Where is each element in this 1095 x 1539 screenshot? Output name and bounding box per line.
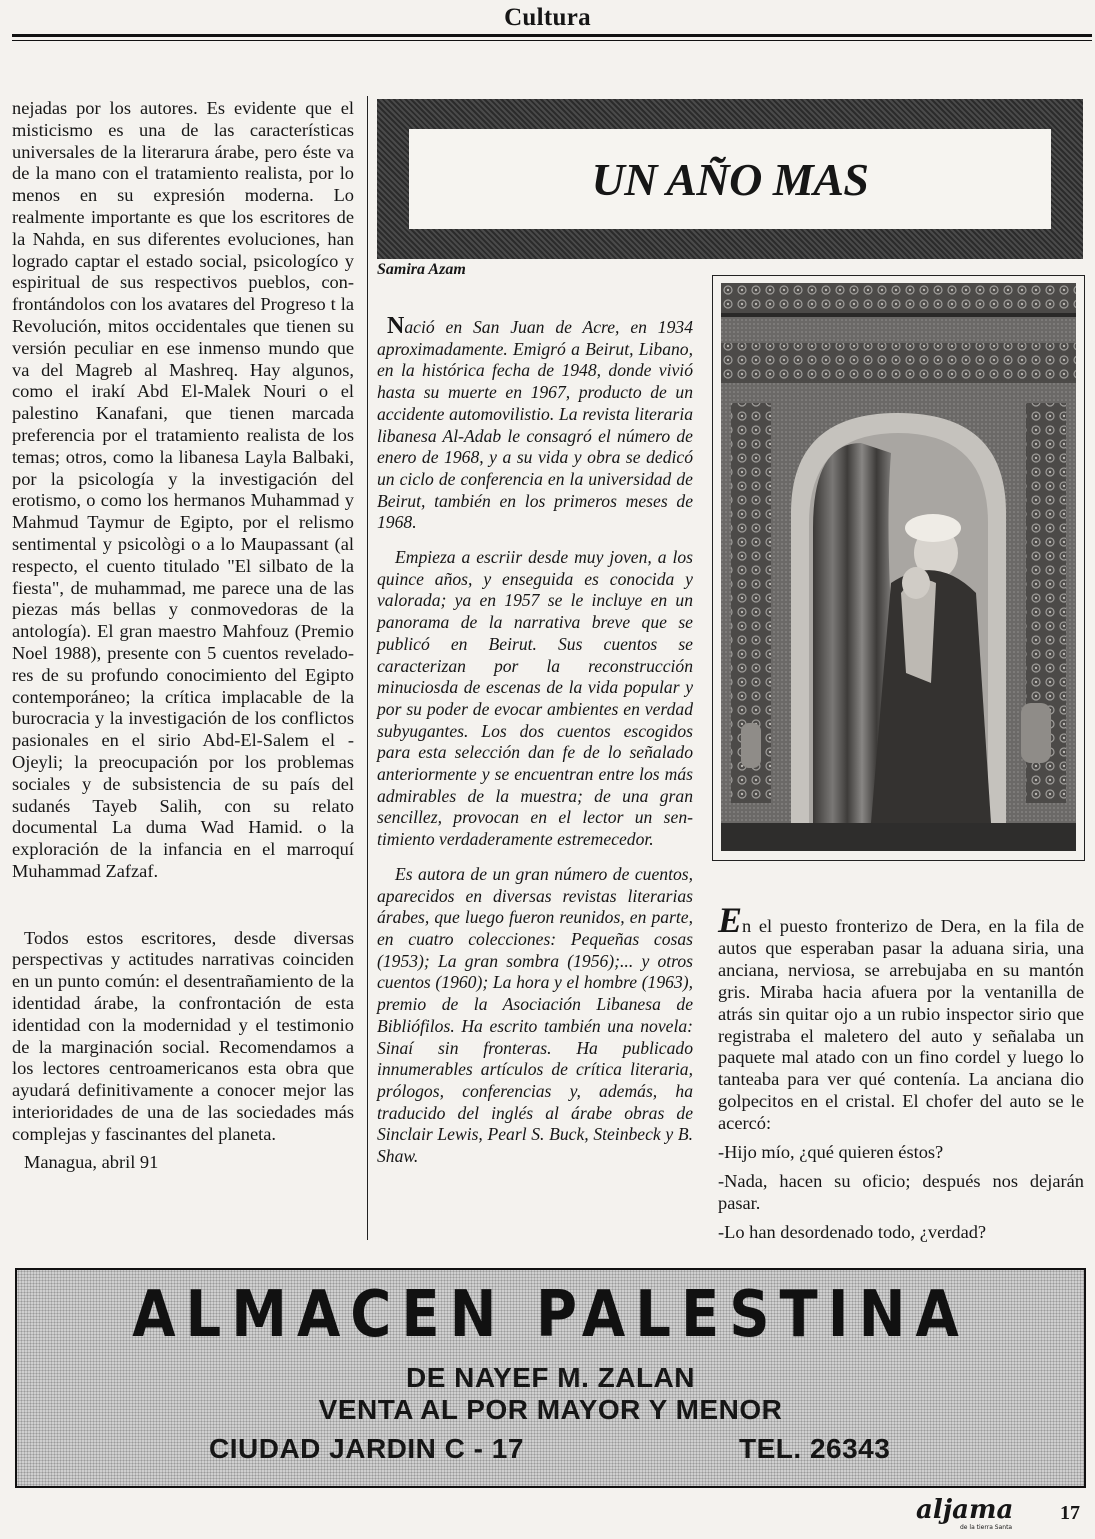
advertisement <box>15 1268 1086 1488</box>
header-rule-thick <box>12 34 1092 37</box>
feature-author: Samira Azam <box>377 261 466 278</box>
magazine-logo: aljama <box>916 1495 1014 1525</box>
illustration-frame <box>712 275 1085 861</box>
column-divider <box>367 96 368 1240</box>
feature-title-box <box>377 99 1083 259</box>
section-title: Cultura <box>504 4 591 31</box>
ad-tagline: VENTA AL POR MAYOR Y MENOR <box>318 1394 783 1425</box>
signoff-place-date: Managua, abril 91 <box>24 1151 159 1172</box>
story-dialogue-3: -Lo han desordenado todo, ¿verdad? <box>718 1221 987 1242</box>
left-paragraph-1: nejadas por los autores. Es evidente que el misticismo es una de las características universales de la literarura árabe, pero éste va de la mano con el tratamiento realista, por lo menos en su expresión moderna. Lo realmente importante es que los escritores de la Nahda, en sus diferentes evoluciones, han logrado captar el estado social, psicologíco y espiritual de sus respectivos pueblos, confrontándolos con los avatares del Progreso t la Revolución, mitos occidentales que tienen su versión peculiar en ese inmenso mundo que va del Magreb al Mashreq. Hay algunos, como el irakí Abd El-Malek Nouri o el palestino Kanafani, que tienen marcada preferencia por el tratamiento realista de los temas; otros, como la libanesa Layla Balbaki, por la psicología y la investigación del erotismo, o como los hermanos Muhammad y Mahmud Taymur de Egipto, por el relismo sentimental y psicològi o a lo Maupassant (al respecto, el cuento titulado "El silbato de la fiesta", de muhammad, me parece una de las piezas más bellas y conmovedoras de la antología). El gran maestro Mahfouz (Premio Noel 1988), presente con 5 cuentos reveladores de su profundo conocimiento del Egipto contemporáneo; la crítica implacable de la burocracia y la investigación de los conflictos pasionales en el sirio Abd-El-Salem el -Ojeyli; la preocupación por los problemas sociales y de subsistencia de su país del sudanés Tayeb Salih, con su relato documental La duma Wad Hamid. o la exploración de la infancia en el marroquí Muhammad Zafzaf. <box>12 98 354 881</box>
story-dialogue-1: -Hijo mío, ¿qué quieren éstos? <box>718 1142 944 1163</box>
author-bio-column <box>377 313 693 1181</box>
bio-paragraph-3: Es autora de un gran número de cuentos, aparecidos en diversas revistas literarias árabes, que luego fueron reunidos, en parte, en cuatro colecciones: Pequeñas cosas (1953); La gran sombra (1956);... y otros cuentos (1960); La hora y el hombre (1963), premio de la Asociación Libanesa de Bibliófilos. Ha escrito también una novela: Sinaí sin fronteras. Ha publicado innumerables artículos de crítica literaria, prólogos, conferencias y, además, ha traducido del inglés al árabe obras de Sinclair Lewis, Pearl S. Buck, Steinbeck y B. Shaw. <box>377 863 693 1167</box>
ad-store-name: ALMACEN PALESTINA <box>132 1277 969 1352</box>
bio-paragraph-2: Empieza a escriir desde muy joven, a los quince años, y enseguida es conocida y valorada; ya en 1957 se le incluye en un panorama de la narrativa breve que se publicó en Beirut. Sus cuentos se caracterizan por la reconstrucción minuciosda de escenas de la vida popular y por su poder de evocar ambientes en verdad subyugantes. Los dos cuentos escogidos para esta selección dan fe de lo señalado anteriormente y se encuentran entre los más admirables de la muestra; de una gran sencillez, provocan en el lector un sentimiento verdaderamente estremecedor. <box>377 547 693 850</box>
ad-owner: DE NAYEF M. ZALAN <box>405 1362 696 1393</box>
feature-title: UN AÑO MAS <box>591 153 869 205</box>
ad-phone: TEL. 26343 <box>739 1433 891 1464</box>
story-column <box>718 900 1084 1251</box>
page-number: 17 <box>1060 1502 1080 1524</box>
left-paragraph-2: Todos estos escritores, desde diversas perspectivas y actitudes narrativas coinciden en un punto común: el desentrañamiento de la identidad árabe, la confrontación de esta identidad con la modernidad y el testimonio de la marginación social. Recomendamos a los lectores centroamericanos esta obra que ayudará definitivamente a conocer mejor las interioridades de una de las sociedades más complejas y fascinantes del planeta. <box>12 927 354 1144</box>
bio-paragraph-1: Nació en San Juan de Acre, en 1934 aproximadamente. Emigró a Beirut, Libano, en la histórica fecha de 1948, donde vivió hasta su muerte en 1967, producto de un accidente automovilistio. La revista literaria libanesa Al-Adab le consagró el número de enero de 1968, y a su vida y obra se dedicó un ciclo de conferencia en la universidad de Beirut, también en los primeros meses de 1968. <box>377 313 693 533</box>
story-dialogue-2: -Nada, hacen su oficio; después nos dejarán pasar. <box>718 1170 1084 1213</box>
ad-address: CIUDAD JARDIN C - 17 <box>209 1433 524 1464</box>
left-article-column <box>12 98 354 1173</box>
header-rule-thin <box>12 40 1092 41</box>
illustration-woman-in-arch <box>721 283 1076 851</box>
story-paragraph-1: En el puesto fronterizo de Dera, en la fila de autos que esperaban pasar la aduana siria, una anciana, nerviosa, se arrebujaba en su mantón gris. Miraba hacia afuera por la ventanilla de atrás sin quitar ojo a un rubio inspector sirio que registraba el maletero del auto y señalaba un paquete mal atado con un fino cordel y luego lo tanteaba para ver qué contenía. La anciana dio golpecitos en el cristal. El chofer del auto se le acercó: <box>718 900 1084 1134</box>
magazine-logo-subtitle: de la tierra Santa <box>960 1524 1013 1531</box>
story-initial: E <box>718 900 743 940</box>
bio-initial: N <box>387 313 405 339</box>
